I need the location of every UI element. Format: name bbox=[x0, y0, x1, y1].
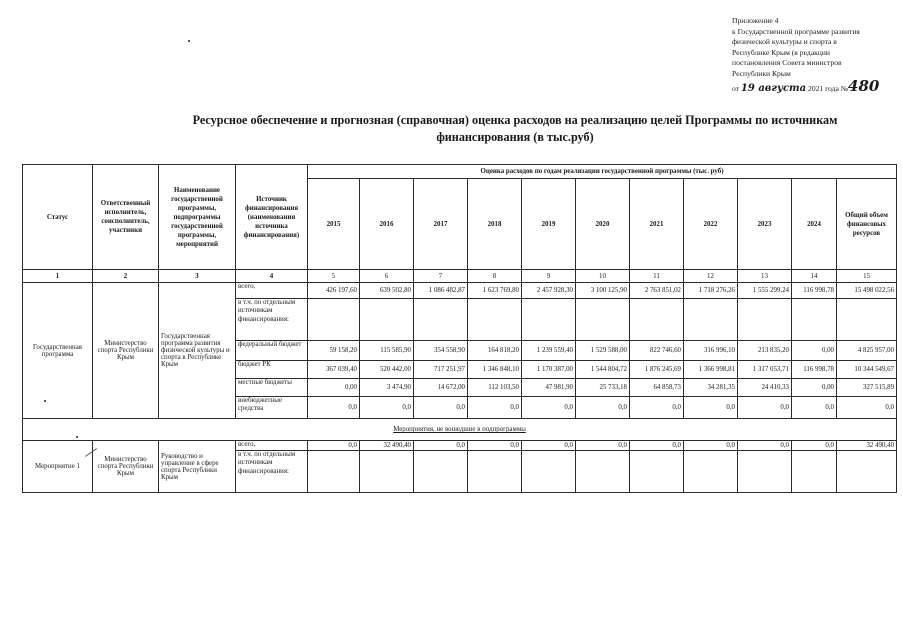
header-year: 2023 bbox=[738, 179, 792, 270]
value-cell: 14 672,00 bbox=[414, 379, 468, 397]
value-cell: 15 498 022,56 bbox=[837, 283, 897, 299]
value-cell: 0,0 bbox=[522, 397, 576, 419]
value-cell: 1 170 387,00 bbox=[522, 361, 576, 379]
source-cell: бюджет РК bbox=[236, 361, 308, 379]
header-year: 2018 bbox=[468, 179, 522, 270]
value-cell bbox=[522, 451, 576, 493]
value-cell: 0,0 bbox=[684, 397, 738, 419]
number-prefix: № bbox=[840, 83, 849, 93]
col-number: 1 bbox=[23, 270, 93, 283]
section-note: Мероприятия, не вошедшие в подпрограммы bbox=[23, 419, 897, 441]
scan-speck bbox=[44, 400, 46, 402]
value-cell: 0,0 bbox=[837, 397, 897, 419]
value-cell bbox=[837, 299, 897, 341]
resource-table bbox=[22, 164, 897, 493]
header-year: 2017 bbox=[414, 179, 468, 270]
value-cell: 0,00 bbox=[308, 379, 360, 397]
column-number-row bbox=[23, 270, 897, 283]
value-cell bbox=[414, 299, 468, 341]
value-cell: 0,0 bbox=[738, 441, 792, 451]
value-cell: 1 346 848,10 bbox=[468, 361, 522, 379]
col-number: 11 bbox=[630, 270, 684, 283]
value-cell bbox=[414, 451, 468, 493]
source-cell: всего, bbox=[236, 283, 308, 299]
col-number: 15 bbox=[837, 270, 897, 283]
value-cell: 116 998,78 bbox=[792, 361, 837, 379]
value-cell: 0,0 bbox=[360, 397, 414, 419]
value-cell: 1 317 053,71 bbox=[738, 361, 792, 379]
value-cell: 0,0 bbox=[684, 441, 738, 451]
program-row-total bbox=[23, 283, 897, 299]
value-cell: 0,0 bbox=[414, 441, 468, 451]
value-cell: 3 474,90 bbox=[360, 379, 414, 397]
col-number: 7 bbox=[414, 270, 468, 283]
value-cell: 3 100 125,90 bbox=[576, 283, 630, 299]
event1-executor: Министерство спорта Республики Крым bbox=[93, 441, 159, 493]
value-cell: 1 239 559,40 bbox=[522, 341, 576, 361]
value-cell: 0,0 bbox=[630, 441, 684, 451]
value-cell: 164 818,20 bbox=[468, 341, 522, 361]
value-cell: 1 529 588,00 bbox=[576, 341, 630, 361]
value-cell bbox=[792, 451, 837, 493]
col-number: 14 bbox=[792, 270, 837, 283]
value-cell: 0,0 bbox=[792, 397, 837, 419]
event1-row-total bbox=[23, 441, 897, 451]
header-executor: Ответственный исполнитель, соисполнитель, участники bbox=[93, 165, 159, 270]
value-cell bbox=[792, 299, 837, 341]
header-year: 2024 bbox=[792, 179, 837, 270]
value-cell: 10 344 549,67 bbox=[837, 361, 897, 379]
event1-name: Руководство и управление в сфере спорта Республики Крым bbox=[159, 441, 236, 493]
section-note-row bbox=[23, 419, 897, 441]
value-cell: 354 558,90 bbox=[414, 341, 468, 361]
source-cell: всего, bbox=[236, 441, 308, 451]
value-cell: 0,00 bbox=[792, 341, 837, 361]
value-cell: 0,0 bbox=[792, 441, 837, 451]
value-cell: 0,0 bbox=[414, 397, 468, 419]
value-cell: 1 623 769,80 bbox=[468, 283, 522, 299]
value-cell: 367 039,40 bbox=[308, 361, 360, 379]
value-cell: 0,0 bbox=[576, 441, 630, 451]
value-cell: 0,0 bbox=[630, 397, 684, 419]
value-cell: 0,0 bbox=[308, 397, 360, 419]
date-prefix: от bbox=[732, 83, 740, 93]
source-cell: местные бюджеты bbox=[236, 379, 308, 397]
appendix-line: Республике Крым (в редакции bbox=[732, 47, 830, 57]
value-cell: 59 158,20 bbox=[308, 341, 360, 361]
value-cell: 115 585,90 bbox=[360, 341, 414, 361]
date-signature: 19 августа bbox=[740, 82, 807, 94]
document-number: 480 bbox=[848, 76, 880, 95]
appendix-block bbox=[732, 16, 892, 94]
value-cell: 32 490,40 bbox=[360, 441, 414, 451]
header-year: 2019 bbox=[522, 179, 576, 270]
value-cell: 34 281,35 bbox=[684, 379, 738, 397]
value-cell: 316 996,10 bbox=[684, 341, 738, 361]
appendix-date-line bbox=[732, 76, 892, 95]
col-number: 10 bbox=[576, 270, 630, 283]
col-number: 3 bbox=[159, 270, 236, 283]
source-cell: внебюджетные средства bbox=[236, 397, 308, 419]
value-cell bbox=[630, 299, 684, 341]
value-cell: 1 544 804,72 bbox=[576, 361, 630, 379]
col-number: 8 bbox=[468, 270, 522, 283]
value-cell: 47 981,90 bbox=[522, 379, 576, 397]
value-cell bbox=[522, 299, 576, 341]
value-cell: 717 251,97 bbox=[414, 361, 468, 379]
col-number: 4 bbox=[236, 270, 308, 283]
col-number: 2 bbox=[93, 270, 159, 283]
value-cell: 64 858,73 bbox=[630, 379, 684, 397]
value-cell: 327 515,89 bbox=[837, 379, 897, 397]
value-cell: 0,0 bbox=[522, 441, 576, 451]
value-cell: 426 197,60 bbox=[308, 283, 360, 299]
appendix-line: Республики Крым bbox=[732, 68, 791, 78]
value-cell bbox=[684, 451, 738, 493]
value-cell: 112 103,50 bbox=[468, 379, 522, 397]
header-source: Источник финансирования (наименования источника финансирования) bbox=[236, 165, 308, 270]
value-cell: 2 457 928,30 bbox=[522, 283, 576, 299]
event1-status: Мероприятие 1 bbox=[23, 441, 93, 493]
header-row-1 bbox=[23, 165, 897, 179]
value-cell: 822 746,60 bbox=[630, 341, 684, 361]
value-cell bbox=[360, 451, 414, 493]
value-cell: 0,00 bbox=[792, 379, 837, 397]
col-number: 13 bbox=[738, 270, 792, 283]
scan-speck bbox=[76, 436, 78, 438]
value-cell bbox=[308, 299, 360, 341]
value-cell bbox=[576, 451, 630, 493]
source-cell: федеральный бюджет bbox=[236, 341, 308, 361]
value-cell: 0,0 bbox=[308, 441, 360, 451]
value-cell: 0,0 bbox=[576, 397, 630, 419]
value-cell bbox=[630, 451, 684, 493]
value-cell: 24 410,33 bbox=[738, 379, 792, 397]
value-cell bbox=[468, 451, 522, 493]
value-cell: 32 490,40 bbox=[837, 441, 897, 451]
source-cell: в т.ч. по отдельным источникам финансирования: bbox=[236, 451, 308, 493]
col-number: 5 bbox=[308, 270, 360, 283]
header-year: 2016 bbox=[360, 179, 414, 270]
col-number: 12 bbox=[684, 270, 738, 283]
value-cell: 0,0 bbox=[468, 441, 522, 451]
date-year: 2021 года bbox=[808, 83, 839, 93]
program-executor: Министерство спорта Республики Крым bbox=[93, 283, 159, 419]
value-cell: 1 718 276,26 bbox=[684, 283, 738, 299]
value-cell: 2 763 851,02 bbox=[630, 283, 684, 299]
value-cell bbox=[468, 299, 522, 341]
value-cell: 25 733,18 bbox=[576, 379, 630, 397]
col-number: 9 bbox=[522, 270, 576, 283]
program-name: Государственная программа развития физической культуры и спорта в Республике Крым bbox=[159, 283, 236, 419]
value-cell: 1 086 482,87 bbox=[414, 283, 468, 299]
appendix-line: Приложение 4 bbox=[732, 16, 779, 25]
col-number: 6 bbox=[360, 270, 414, 283]
value-cell: 0,0 bbox=[738, 397, 792, 419]
source-cell: в т.ч. по отдельным источникам финансирования: bbox=[236, 299, 308, 341]
header-estimate-group: Оценка расходов по годам реализации государственной программы (тыс. руб) bbox=[308, 165, 897, 179]
value-cell: 213 835,20 bbox=[738, 341, 792, 361]
value-cell bbox=[360, 299, 414, 341]
document-title: Ресурсное обеспечение и прогнозная (справочная) оценка расходов на реализацию целей Программы по источникам финансирования (в тыс.руб) bbox=[192, 113, 838, 144]
header-year: 2022 bbox=[684, 179, 738, 270]
header-year: 2021 bbox=[630, 179, 684, 270]
value-cell: 1 876 245,69 bbox=[630, 361, 684, 379]
appendix-line: к Государственной программе развития bbox=[732, 26, 860, 36]
scan-speck bbox=[188, 40, 190, 42]
value-cell: 639 502,80 bbox=[360, 283, 414, 299]
appendix-line: физической культуры и спорта в bbox=[732, 37, 837, 47]
value-cell bbox=[308, 451, 360, 493]
appendix-line: постановления Совета министров bbox=[732, 58, 842, 68]
program-status: Государственная программа bbox=[23, 283, 93, 419]
value-cell: 1 366 998,81 bbox=[684, 361, 738, 379]
value-cell bbox=[738, 451, 792, 493]
value-cell: 4 825 957,00 bbox=[837, 341, 897, 361]
value-cell: 0,0 bbox=[468, 397, 522, 419]
value-cell: 1 555 299,24 bbox=[738, 283, 792, 299]
header-year: 2015 bbox=[308, 179, 360, 270]
header-total: Общий объем финансовых ресурсов bbox=[837, 179, 897, 270]
value-cell: 116 998,78 bbox=[792, 283, 837, 299]
value-cell bbox=[576, 299, 630, 341]
value-cell: 520 442,00 bbox=[360, 361, 414, 379]
header-year: 2020 bbox=[576, 179, 630, 270]
value-cell bbox=[738, 299, 792, 341]
header-status: Статус bbox=[23, 165, 93, 270]
value-cell bbox=[684, 299, 738, 341]
header-program-name: Наименование государственной программы, подпрограммы государственной программы, мероприятий bbox=[159, 165, 236, 270]
value-cell bbox=[837, 451, 897, 493]
